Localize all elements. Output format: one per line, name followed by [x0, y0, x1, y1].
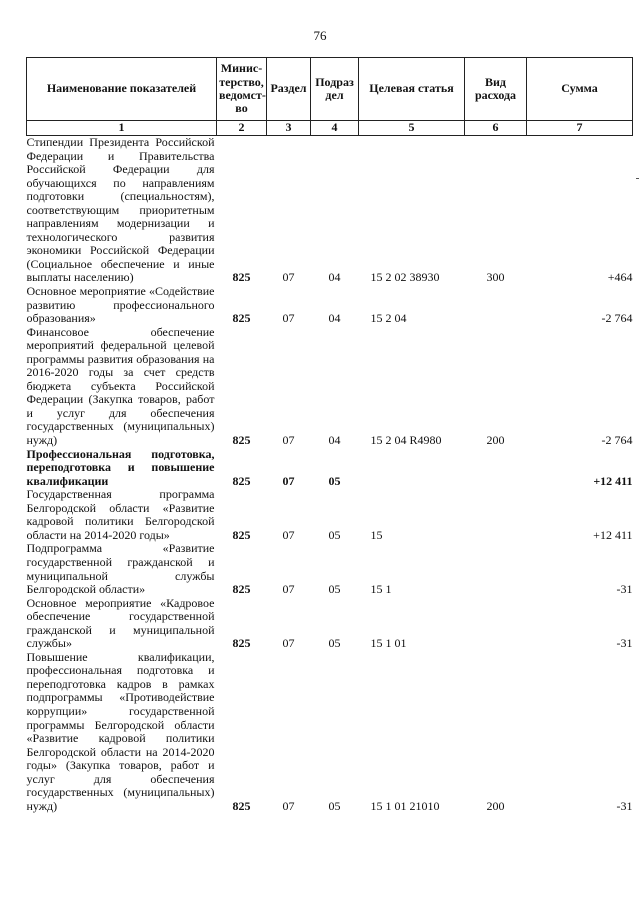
- row-ministry: 825: [232, 582, 251, 597]
- row-sum: +12 411: [593, 473, 633, 488]
- row-section: 07: [282, 473, 295, 488]
- row-name: Подпрограмма «Развитие государственной гражданской и муниципальной службы Белгородской области»: [26, 541, 215, 597]
- col-header-name: Наименование показателей: [27, 58, 217, 121]
- row-type: [465, 597, 527, 651]
- col-number: 2: [217, 121, 267, 136]
- row-name: Финансовое обеспечение мероприятий федеральной целевой программы развития образования на 2016-2020 годы за счет средств бюджета субъекта Российской Федерации (Закупка товаров, работ и услуг для обеспечения государственных (муниципальных) нужд): [26, 324, 215, 448]
- row-target: 15 1 01 21010: [370, 798, 440, 813]
- row-target: [359, 448, 465, 489]
- table-row: [27, 448, 633, 489]
- row-sum: -31: [616, 582, 633, 597]
- row-ministry: 825: [232, 433, 251, 448]
- column-number-row: [27, 121, 633, 136]
- table-row: [27, 488, 633, 542]
- table-row: [27, 542, 633, 596]
- row-sum: -2 764: [601, 311, 633, 326]
- col-header-target: Целевая статья: [359, 58, 465, 121]
- row-name: Государственная программа Белгородской области «Развитие кадровой политики Белгородской области на 2014-2020 годы»: [26, 487, 215, 542]
- col-number: 5: [359, 121, 465, 136]
- row-name: Повышение квалификации, профессиональная подготовка и переподготовка кадров в рамках подпрограммы «Противодействие коррупции» государственной программы Белгородской области «Развитие кадровой политики Белгородской области на 2014-2020 годы» (Закупка товаров, работ и услуг для обеспечения государственных (муниципальных) нужд): [26, 649, 215, 813]
- row-type: [465, 542, 527, 596]
- row-target: 15 2 04: [370, 311, 407, 326]
- row-sum: -31: [616, 636, 633, 651]
- table-row: [27, 326, 633, 448]
- col-header-sum: Сумма: [527, 58, 633, 121]
- table-row: [27, 285, 633, 326]
- col-number: 3: [267, 121, 311, 136]
- table-header-row: [27, 58, 633, 121]
- row-name: Профессиональная подготовка, переподготовка и повышение квалификации: [26, 446, 215, 488]
- col-header-type: Вид расхода: [465, 58, 527, 121]
- table-row: [27, 136, 633, 286]
- col-header-ministry: Минис-терство, ведомст-во: [217, 58, 267, 121]
- row-name: Основное мероприятие «Содействие развитию профессионального образования»: [26, 284, 215, 326]
- row-section: 07: [282, 311, 295, 326]
- row-sum: -31: [616, 798, 633, 813]
- row-subsection: 04: [328, 311, 341, 326]
- row-subsection: 05: [328, 636, 341, 651]
- row-subsection: 05: [328, 582, 341, 597]
- row-ministry: 825: [232, 473, 251, 488]
- row-section: 07: [282, 582, 295, 597]
- row-subsection: 04: [328, 270, 341, 285]
- row-target: 15 1: [370, 582, 392, 597]
- row-sum: +464: [607, 270, 633, 285]
- row-target: 15 2 04 R4980: [370, 433, 442, 448]
- row-ministry: 825: [232, 636, 251, 651]
- row-subsection: 05: [328, 798, 341, 813]
- row-section: 07: [282, 527, 295, 542]
- row-target: 15 1 01: [370, 636, 407, 651]
- col-number: 4: [311, 121, 359, 136]
- scan-edge-mark: [636, 178, 639, 179]
- col-number: 7: [527, 121, 633, 136]
- row-subsection: 05: [328, 473, 341, 488]
- row-section: 07: [282, 798, 295, 813]
- row-ministry: 825: [232, 311, 251, 326]
- budget-table: [26, 57, 633, 813]
- row-ministry: 825: [232, 527, 251, 542]
- table-row: [27, 597, 633, 651]
- row-type: 200: [486, 798, 505, 813]
- row-section: 07: [282, 270, 295, 285]
- row-type: [465, 488, 527, 542]
- row-section: 07: [282, 433, 295, 448]
- page-number: 76: [313, 28, 327, 43]
- row-type: 300: [486, 270, 505, 285]
- row-type: [465, 285, 527, 326]
- row-name: Основное мероприятие «Кадровое обеспечение государственной гражданской и муниципальной службы»: [26, 595, 215, 651]
- row-subsection: 05: [328, 527, 341, 542]
- row-subsection: 04: [328, 433, 341, 448]
- row-ministry: 825: [232, 798, 251, 813]
- col-header-subsection: Подраз дел: [311, 58, 359, 121]
- table-row: [27, 651, 633, 814]
- row-type: 200: [486, 433, 505, 448]
- row-target: 15: [370, 527, 383, 542]
- row-sum: -2 764: [601, 433, 633, 448]
- row-ministry: 825: [232, 270, 251, 285]
- row-sum: +12 411: [593, 527, 633, 542]
- col-number: 1: [27, 121, 217, 136]
- col-number: 6: [465, 121, 527, 136]
- row-section: 07: [282, 636, 295, 651]
- row-type: [465, 448, 527, 489]
- row-name: Стипендии Президента Российской Федерации и Правительства Российской Федерации для обучающихся по направлениям подготовки (специальностям), соответствующим приоритетным направлениям модернизации и технологического развития экономики Российской Федерации (Социальное обеспечение и иные выплаты населению): [26, 135, 215, 285]
- row-target: 15 2 02 38930: [370, 270, 440, 285]
- col-header-section: Раздел: [267, 58, 311, 121]
